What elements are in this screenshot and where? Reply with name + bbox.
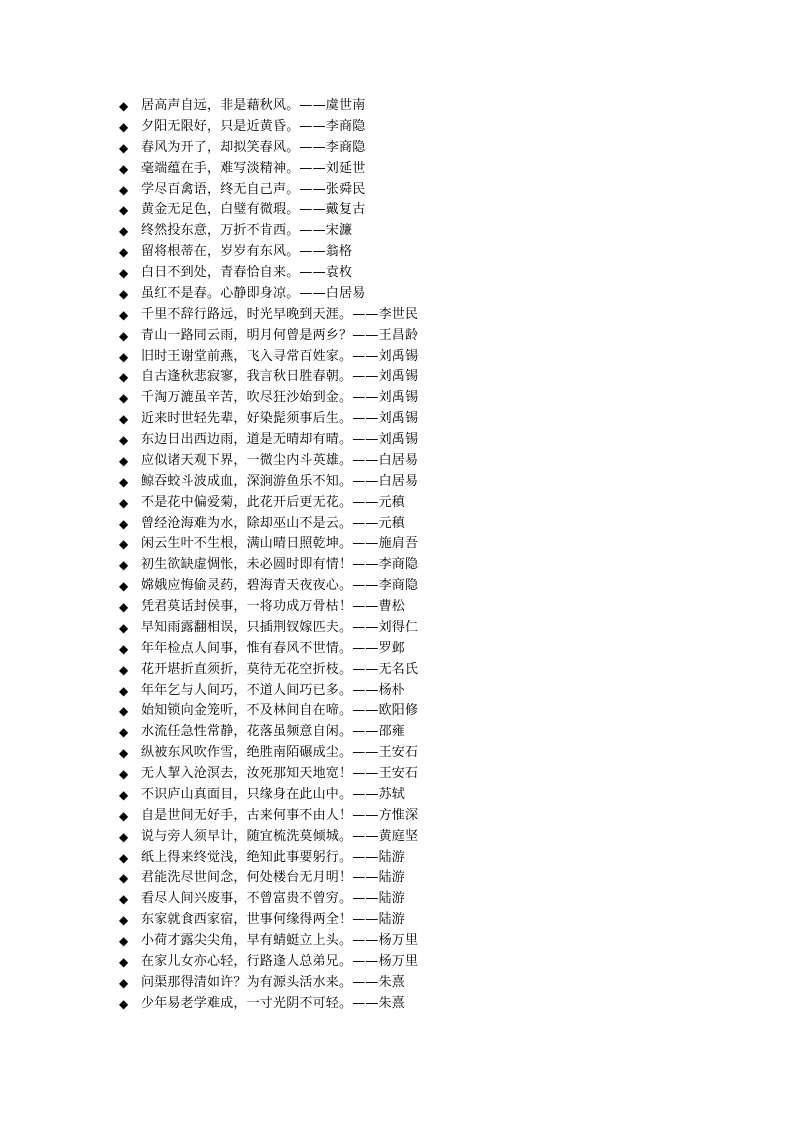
- list-item: [119, 263, 719, 284]
- list-item: [119, 868, 719, 889]
- quote-text: 东家就食西家宿，世事何缘得两全！——陆游: [141, 912, 406, 928]
- list-item: [119, 576, 719, 597]
- list-item: [119, 534, 719, 555]
- diamond-bullet-icon: ◆: [119, 453, 129, 468]
- list-item: [119, 639, 719, 660]
- quote-text: 问渠那得清如许？为有源头活水来。——朱熹: [141, 974, 406, 990]
- list-item: [119, 305, 719, 326]
- list-item: [119, 931, 719, 952]
- quote-text: 始知锁向金笼听，不及林间自在啼。——欧阳修: [141, 703, 419, 719]
- quote-text: 白日不到处，青春恰自来。——袁枚: [141, 265, 353, 280]
- quote-text: 说与旁人须早计，随宜梳洗莫倾城。——黄庭坚: [141, 828, 419, 844]
- quote-text: 水流任急性常静，花落虽频意自闲。——邵雍: [141, 724, 406, 740]
- list-item: [119, 618, 719, 639]
- diamond-bullet-icon: ◆: [119, 808, 129, 823]
- quote-text: 不识庐山真面目，只缘身在此山中。——苏轼: [141, 786, 406, 802]
- quote-text: 毫端蕴在手，难写淡精神。——刘延世: [141, 160, 366, 176]
- diamond-bullet-icon: ◆: [119, 516, 129, 531]
- diamond-bullet-icon: ◆: [119, 892, 129, 907]
- diamond-bullet-icon: ◆: [119, 975, 129, 990]
- diamond-bullet-icon: ◆: [119, 391, 129, 406]
- quote-text: 曾经沧海难为水，除却巫山不是云。——元稹: [141, 515, 406, 531]
- diamond-bullet-icon: ◆: [119, 620, 129, 635]
- quote-text: 东边日出西边雨，道是无晴却有晴。——刘禹锡: [141, 432, 419, 447]
- quote-text: 少年易老学难成，一寸光阴不可轻。——朱熹: [141, 995, 406, 1011]
- list-item: [119, 910, 719, 931]
- list-item: [119, 493, 719, 514]
- list-item: [119, 681, 719, 702]
- quote-text: 初生欲缺虚惆怅，未必圆时即有情！——李商隐: [141, 557, 419, 573]
- diamond-bullet-icon: ◆: [119, 245, 129, 260]
- quote-text: 留将根蒂在，岁岁有东风。——翁格: [141, 244, 353, 260]
- diamond-bullet-icon: ◆: [119, 725, 129, 740]
- diamond-bullet-icon: ◆: [119, 286, 129, 301]
- quote-text: 虽红不是春。心静即身凉。——白居易: [141, 285, 366, 301]
- list-item: [119, 242, 719, 263]
- quote-text: 小荷才露尖尖角，早有蜻蜓立上头。——杨万里: [141, 933, 419, 948]
- list-item: [119, 409, 719, 430]
- quote-list: [119, 96, 719, 1015]
- list-item: [119, 514, 719, 535]
- list-item: [119, 785, 719, 806]
- diamond-bullet-icon: ◆: [119, 871, 129, 886]
- list-item: [119, 138, 719, 159]
- list-item: [119, 764, 719, 785]
- diamond-bullet-icon: ◆: [119, 349, 129, 364]
- quote-text: 黄金无足色，白璧有微瑕。——戴复古: [141, 202, 366, 218]
- diamond-bullet-icon: ◆: [119, 829, 129, 844]
- diamond-bullet-icon: ◆: [119, 266, 129, 280]
- list-item: [119, 367, 719, 388]
- diamond-bullet-icon: ◆: [119, 787, 129, 802]
- diamond-bullet-icon: ◆: [119, 328, 129, 343]
- list-item: [119, 743, 719, 764]
- diamond-bullet-icon: ◆: [119, 307, 129, 322]
- quote-text: 千淘万漉虽辛苦，吹尽狂沙始到金。——刘禹锡: [141, 390, 419, 406]
- quote-text: 纵被东风吹作雪，绝胜南陌碾成尘。——王安石: [141, 745, 419, 761]
- list-item: [119, 159, 719, 180]
- list-item: [119, 117, 719, 138]
- list-item: [119, 889, 719, 910]
- list-item: [119, 994, 719, 1015]
- quote-text: 居高声自远，非是藉秋风。——虞世南: [141, 98, 366, 113]
- quote-text: 近来时世轻先辈，好染髭须事后生。——刘禹锡: [141, 411, 419, 427]
- diamond-bullet-icon: ◆: [119, 600, 129, 614]
- quote-text: 学尽百禽语，终无自己声。——张舜民: [141, 181, 366, 197]
- diamond-bullet-icon: ◆: [119, 224, 129, 239]
- diamond-bullet-icon: ◆: [119, 704, 129, 719]
- quote-text: 千里不辞行路远，时光早晚到天涯。——李世民: [141, 306, 419, 322]
- diamond-bullet-icon: ◆: [119, 412, 129, 427]
- list-item: [119, 347, 719, 368]
- list-item: [119, 806, 719, 827]
- list-item: [119, 284, 719, 305]
- diamond-bullet-icon: ◆: [119, 996, 129, 1011]
- list-item: [119, 660, 719, 681]
- diamond-bullet-icon: ◆: [119, 934, 129, 948]
- list-item: [119, 848, 719, 869]
- list-item: [119, 597, 719, 618]
- quote-text: 年年乞与人间巧，不道人间巧已多。——杨朴: [141, 682, 406, 698]
- quote-text: 青山一路同云雨，明月何曾是两乡？——王昌龄: [141, 327, 419, 343]
- quote-text: 自是世间无好手，古来何事不由人！——方惟深: [141, 807, 419, 823]
- list-item: [119, 973, 719, 994]
- list-item: [119, 388, 719, 409]
- list-item: [119, 200, 719, 221]
- quote-text: 凭君莫话封侯事，一将功成万骨枯！——曹松: [141, 599, 406, 614]
- quote-text: 夕阳无限好，只是近黄昏。——李商隐: [141, 118, 366, 134]
- quote-text: 自古逢秋悲寂寥，我言秋日胜春朝。——刘禹锡: [141, 369, 419, 385]
- diamond-bullet-icon: ◆: [119, 746, 129, 761]
- quote-text: 无人挈入沧溟去，汝死那知天地宽！——王安石: [141, 766, 419, 781]
- diamond-bullet-icon: ◆: [119, 495, 129, 510]
- quote-text: 在家儿女亦心轻，行路逢人总弟兄。——杨万里: [141, 953, 419, 969]
- quote-text: 旧时王谢堂前燕，飞入寻常百姓家。——刘禹锡: [141, 348, 419, 364]
- list-item: [119, 952, 719, 973]
- quote-text: 鲸吞蛟斗波成血，深涧游鱼乐不知。——白居易: [141, 473, 419, 489]
- diamond-bullet-icon: ◆: [119, 140, 129, 155]
- list-item: [119, 722, 719, 743]
- list-item: [119, 827, 719, 848]
- diamond-bullet-icon: ◆: [119, 161, 129, 176]
- diamond-bullet-icon: ◆: [119, 182, 129, 197]
- quote-text: 君能洗尽世间念，何处楼台无月明！——陆游: [141, 870, 406, 886]
- diamond-bullet-icon: ◆: [119, 954, 129, 969]
- list-item: [119, 555, 719, 576]
- list-item: [119, 96, 719, 117]
- diamond-bullet-icon: ◆: [119, 683, 129, 698]
- list-item: [119, 180, 719, 201]
- quote-text: 不是花中偏爱菊，此花开后更无花。——元稹: [141, 494, 406, 510]
- quote-text: 终然投东意，万折不肯西。——宋濂: [141, 223, 353, 239]
- diamond-bullet-icon: ◆: [119, 119, 129, 134]
- diamond-bullet-icon: ◆: [119, 537, 129, 552]
- quote-text: 应似诸天观下界，一微尘内斗英雄。——白居易: [141, 452, 419, 468]
- diamond-bullet-icon: ◆: [119, 558, 129, 573]
- quote-text: 看尽人间兴废事，不曾富贵不曾穷。——陆游: [141, 891, 406, 907]
- diamond-bullet-icon: ◆: [119, 203, 129, 218]
- list-item: [119, 701, 719, 722]
- diamond-bullet-icon: ◆: [119, 662, 129, 677]
- diamond-bullet-icon: ◆: [119, 370, 129, 385]
- diamond-bullet-icon: ◆: [119, 641, 129, 656]
- diamond-bullet-icon: ◆: [119, 850, 129, 865]
- diamond-bullet-icon: ◆: [119, 579, 129, 594]
- list-item: [119, 472, 719, 493]
- quote-text: 闲云生叶不生根，满山晴日照乾坤。——施肩吾: [141, 536, 419, 552]
- diamond-bullet-icon: ◆: [119, 913, 129, 928]
- list-item: [119, 430, 719, 451]
- quote-text: 花开堪折直须折，莫待无花空折枝。——无名氏: [141, 661, 419, 677]
- diamond-bullet-icon: ◆: [119, 767, 129, 781]
- quote-text: 早知雨露翻相误，只插荆钗嫁匹夫。——刘得仁: [141, 619, 419, 635]
- quote-text: 嫦娥应悔偷灵药，碧海青天夜夜心。——李商隐: [141, 578, 419, 594]
- quote-text: 春风为开了，却拟笑春风。——李商隐: [141, 139, 366, 155]
- quote-text: 年年检点人间事，惟有春风不世情。——罗邺: [141, 640, 406, 656]
- diamond-bullet-icon: ◆: [119, 99, 129, 113]
- quote-text: 纸上得来终觉浅，绝知此事要躬行。——陆游: [141, 849, 406, 865]
- list-item: [119, 221, 719, 242]
- diamond-bullet-icon: ◆: [119, 474, 129, 489]
- list-item: [119, 326, 719, 347]
- list-item: [119, 451, 719, 472]
- diamond-bullet-icon: ◆: [119, 433, 129, 447]
